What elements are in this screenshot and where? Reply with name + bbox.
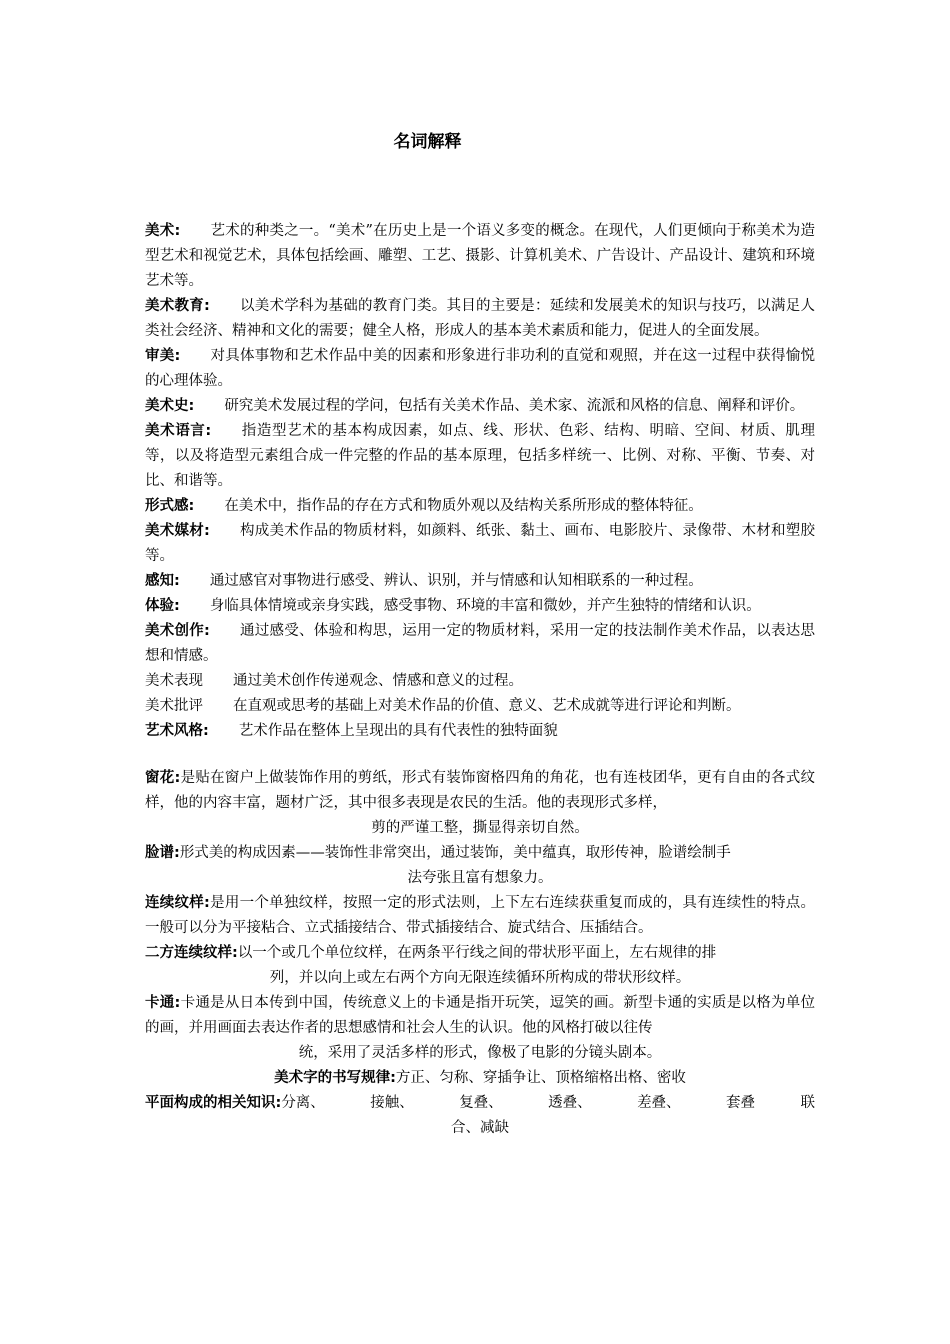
term: 审美: (145, 348, 181, 364)
term: 美术教育: (145, 298, 210, 314)
definition: 艺术的种类之一。“美术”在历史上是一个语义多变的概念。在现代，人们更倾向于称美术为造型艺术和视觉艺术，具体包括绘画、雕塑、工艺、摄影、计算机美术、广告设计、产品设计、建筑和环境艺术等。 (145, 223, 815, 289)
term: 艺术风格: (145, 723, 209, 739)
entry-chuanghua-cont (145, 816, 815, 841)
entry-meishu-chuangzuo (145, 619, 815, 669)
term: 美术语言: (145, 423, 212, 439)
definition: 是用一个单独纹样，按照一定的形式法则，上下左右连续获重复而成的，具有连续性的特点。一般可以分为平接粘合、立式插接结合、带式插接结合、旋式结合、压插结合。 (145, 895, 815, 936)
definition: 形式美的构成因素——装饰性非常突出，通过装饰，美中蕴真，取形传神，脸谱绘制手 (179, 845, 731, 861)
list-item: 套叠 (726, 1095, 755, 1111)
entry-ganzhi (145, 569, 815, 594)
entry-katong-cont (145, 1041, 815, 1066)
glossary-content (145, 219, 815, 1141)
entry-meishu (145, 219, 815, 294)
definition: 在直观或思考的基础上对美术作品的价值、意义、艺术成就等进行评论和判断。 (233, 698, 741, 714)
definition: 通过感官对事物进行感受、辨认、识别，并与情感和认知相联系的一种过程。 (209, 573, 703, 589)
term: 卡通: (145, 995, 181, 1011)
term: 美术媒材: (145, 523, 210, 539)
definition: 通过感受、体验和构思，运用一定的物质材料，采用一定的技法制作美术作品，以表达思想和情感。 (145, 623, 815, 664)
entry-pingmian-cont (145, 1116, 815, 1141)
entry-meishu-yuyan (145, 419, 815, 494)
entry-pingmian-goucheng (145, 1091, 815, 1116)
term: 脸谱: (145, 845, 180, 861)
entry-lianxu-wenyang (145, 891, 815, 941)
term: 感知: (145, 573, 180, 589)
entry-lianpu (145, 841, 815, 866)
term: 美术批评 (145, 698, 203, 714)
list-item: 透叠、 (548, 1095, 592, 1111)
term: 二方连续纹样: (145, 945, 238, 961)
entry-erfang-cont (145, 966, 815, 991)
entry-xingshigan (145, 494, 815, 519)
entry-yishu-fengge (145, 719, 815, 744)
list-item: 复叠、 (459, 1095, 503, 1111)
entry-meishuzi-shuxie (145, 1066, 815, 1091)
definition: 是贴在窗户上做装饰作用的剪纸，形式有装饰窗格四角的角花，也有连枝团华，更有自由的各式纹样，他的内容丰富，题材广泛，其中很多表现是农民的生活。他的表现形式多样， (145, 770, 815, 811)
definition-cont: 统，采用了灵活多样的形式，像极了电影的分镜头剧本。 (298, 1045, 662, 1061)
definition: 身临具体情境或亲身实践，感受事物、环境的丰富和微妙，并产生独特的情绪和认识。 (209, 598, 761, 614)
entry-chuanghua (145, 766, 815, 816)
term: 美术字的书写规律: (274, 1070, 396, 1086)
definition: 研究美术发展过程的学问，包括有关美术作品、美术家、流派和风格的信息、阐释和评价。 (224, 398, 805, 414)
definition-cont: 列，并以向上或左右两个方向无限连续循环所构成的带状形纹样。 (269, 970, 691, 986)
entry-meishu-piping (145, 694, 815, 719)
definition: 艺术作品在整体上呈现出的具有代表性的独特面貌 (238, 723, 558, 739)
entry-meishushi (145, 394, 815, 419)
definition: 卡通是从日本传到中国，传统意义上的卡通是指开玩笑，逗笑的画。新型卡通的实质是以格为单位的画，并用画面去表达作者的思想感情和社会人生的认识。他的风格打破以往传 (145, 995, 815, 1036)
definition: 在美术中，指作品的存在方式和物质外观以及结构关系所形成的整体特征。 (224, 498, 703, 514)
definition: 通过美术创作传递观念、情感和意义的过程。 (233, 673, 523, 689)
entry-lianpu-cont (145, 866, 815, 891)
entry-meishu-meicai (145, 519, 815, 569)
list-item: 分离、 (281, 1095, 325, 1111)
definition: 构成美术作品的物质材料，如颜料、纸张、黏土、画布、电影胶片、录像带、木材和塑胶等。 (145, 523, 815, 564)
definition-cont: 法夸张且富有想象力。 (407, 870, 553, 886)
term: 美术史: (145, 398, 195, 414)
entry-meishu-biaoxian (145, 669, 815, 694)
definition-cont: 剪的严谨工整，撕显得亲切自然。 (371, 820, 589, 836)
page-title: 名词解释 (393, 132, 462, 152)
list-item: 联 (800, 1095, 815, 1111)
term: 美术表现 (145, 673, 203, 689)
term: 平面构成的相关知识: (145, 1095, 282, 1111)
term: 美术: (145, 223, 181, 239)
list-item: 差叠、 (637, 1095, 681, 1111)
definition: 对具体事物和艺术作品中美的因素和形象进行非功利的直觉和观照，并在这一过程中获得愉悦的心理体验。 (145, 348, 815, 389)
definition-cont: 合、减缺 (451, 1120, 509, 1136)
term: 美术创作: (145, 623, 210, 639)
term: 体验: (145, 598, 180, 614)
entry-katong (145, 991, 815, 1041)
definition: 指造型艺术的基本构成因素，如点、线、形状、色彩、结构、明暗、空间、材质、肌理等，以及将造型元素组合成一件完整的作品的基本原理，包括多样统一、比例、对称、平衡、节奏、对比、和谐等。 (145, 423, 815, 489)
list-item: 接触、 (370, 1095, 414, 1111)
entry-tiyan (145, 594, 815, 619)
term: 连续纹样: (145, 895, 210, 911)
definition: 以一个或几个单位纹样，在两条平行线之间的带状形平面上，左右规律的排 (237, 945, 717, 961)
entry-meishu-jiaoyu (145, 294, 815, 344)
definition: 以美术学科为基础的教育门类。其目的主要是：延续和发展美术的知识与技巧，以满足人类社会经济、精神和文化的需要；健全人格，形成人的基本美术素质和能力，促进人的全面发展。 (145, 298, 815, 339)
term: 形式感: (145, 498, 195, 514)
entry-shenmei (145, 344, 815, 394)
term: 窗花: (145, 770, 181, 786)
entry-erfang-lianxu (145, 941, 815, 966)
definition: 方正、匀称、穿插争让、顶格缩格出格、密收 (395, 1070, 686, 1086)
